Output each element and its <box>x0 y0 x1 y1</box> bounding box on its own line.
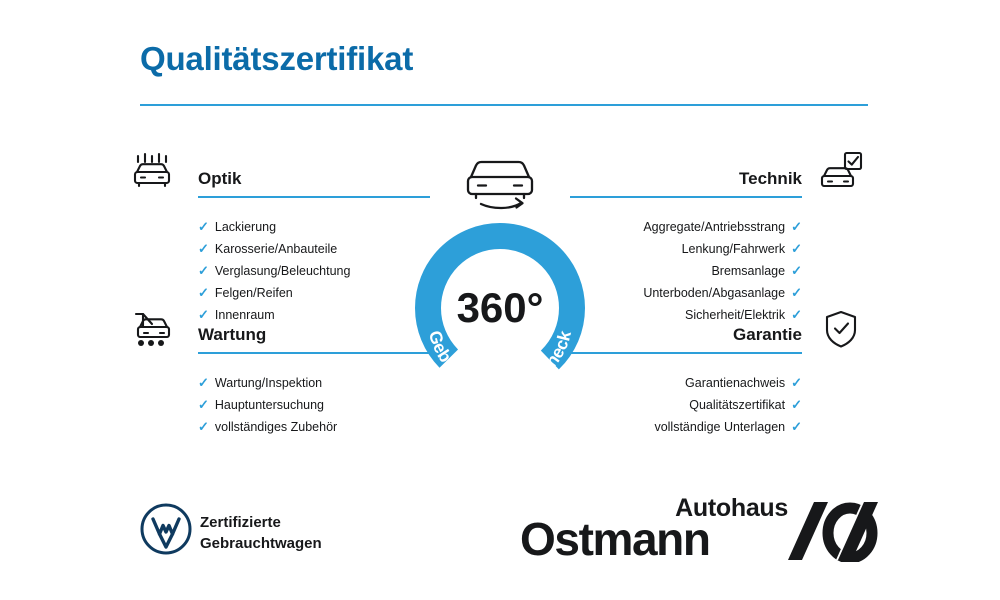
check-icon: ✓ <box>198 219 209 234</box>
title-divider <box>140 104 868 106</box>
check-icon: ✓ <box>198 263 209 278</box>
vw-text-line1: Zertifizierte <box>200 514 281 531</box>
check-icon: ✓ <box>198 375 209 390</box>
check-icon: ✓ <box>791 397 802 412</box>
vw-certified-text <box>200 512 322 554</box>
list-item <box>570 282 870 304</box>
list-item-label: Felgen/Reifen <box>214 286 293 300</box>
section-technik <box>570 168 870 326</box>
section-optik <box>130 168 430 326</box>
list-item-label: Aggregate/Antriebsstrang <box>643 220 786 234</box>
section-optik-header <box>130 168 430 202</box>
list-item <box>570 416 870 438</box>
check-icon: ✓ <box>791 419 802 434</box>
list-item-label: Karosserie/Anbauteile <box>214 242 338 256</box>
car-rotate-icon <box>445 150 555 212</box>
section-title: Wartung <box>198 325 267 344</box>
check-icon: ✓ <box>791 375 802 390</box>
section-title: Technik <box>739 169 802 188</box>
list-item <box>130 372 430 394</box>
list-item-label: Hauptuntersuchung <box>214 398 325 412</box>
list-item <box>570 238 870 260</box>
list-item-label: Lenkung/Fahrwerk <box>681 242 786 256</box>
section-technik-header <box>570 168 870 202</box>
list-item-label: vollständige Unterlagen <box>654 420 786 434</box>
check-icon: ✓ <box>791 307 802 322</box>
list-item-label: Bremsanlage <box>711 264 786 278</box>
list-item-label: Qualitätszertifikat <box>689 398 786 412</box>
section-garantie <box>570 324 870 438</box>
svg-text:Gebrauchtwagen-Check: Gebrauchtwagen-Check <box>424 328 575 397</box>
ao-monogram-icon <box>784 500 880 562</box>
dealer-name: Ostmann <box>520 513 710 565</box>
page-title: Qualitätszertifikat <box>140 40 414 77</box>
dealer-top-label: Autohaus <box>675 494 788 522</box>
section-title: Optik <box>198 169 242 188</box>
list-item <box>130 282 430 304</box>
check-icon: ✓ <box>791 285 802 300</box>
list-item-label: Wartung/Inspektion <box>214 376 323 390</box>
section-garantie-list <box>570 372 870 438</box>
section-title: Garantie <box>733 325 802 344</box>
list-item-label: Lackierung <box>214 220 277 234</box>
list-item <box>570 372 870 394</box>
section-wartung <box>130 324 430 438</box>
360-check-badge <box>390 150 610 410</box>
360-ring <box>400 208 600 408</box>
check-icon: ✓ <box>791 241 802 256</box>
list-item <box>130 260 430 282</box>
check-icon: ✓ <box>198 241 209 256</box>
list-item-label: Innenraum <box>214 308 275 322</box>
check-icon: ✓ <box>791 219 802 234</box>
list-item <box>130 416 430 438</box>
list-item <box>570 394 870 416</box>
list-item-label: Verglasung/Beleuchtung <box>214 264 351 278</box>
list-item <box>130 238 430 260</box>
list-item <box>130 394 430 416</box>
list-item <box>570 216 870 238</box>
dealer-logo <box>520 494 880 564</box>
check-icon: ✓ <box>198 307 209 322</box>
list-item-label: vollständiges Zubehör <box>214 420 338 434</box>
section-wartung-list <box>130 372 430 438</box>
list-item <box>570 260 870 282</box>
check-icon: ✓ <box>198 285 209 300</box>
section-wartung-header <box>130 324 430 358</box>
check-icon: ✓ <box>198 419 209 434</box>
check-icon: ✓ <box>198 397 209 412</box>
section-garantie-header <box>570 324 870 358</box>
vw-text-line2: Gebrauchtwagen <box>200 535 322 552</box>
list-item-label: Sicherheit/Elektrik <box>685 308 786 322</box>
degrees-label: 360° <box>456 284 544 331</box>
vw-logo-icon <box>140 503 192 555</box>
list-item-label: Unterboden/Abgasanlage <box>643 286 786 300</box>
list-item <box>130 216 430 238</box>
list-item-label: Garantienachweis <box>685 376 786 390</box>
check-icon: ✓ <box>791 263 802 278</box>
